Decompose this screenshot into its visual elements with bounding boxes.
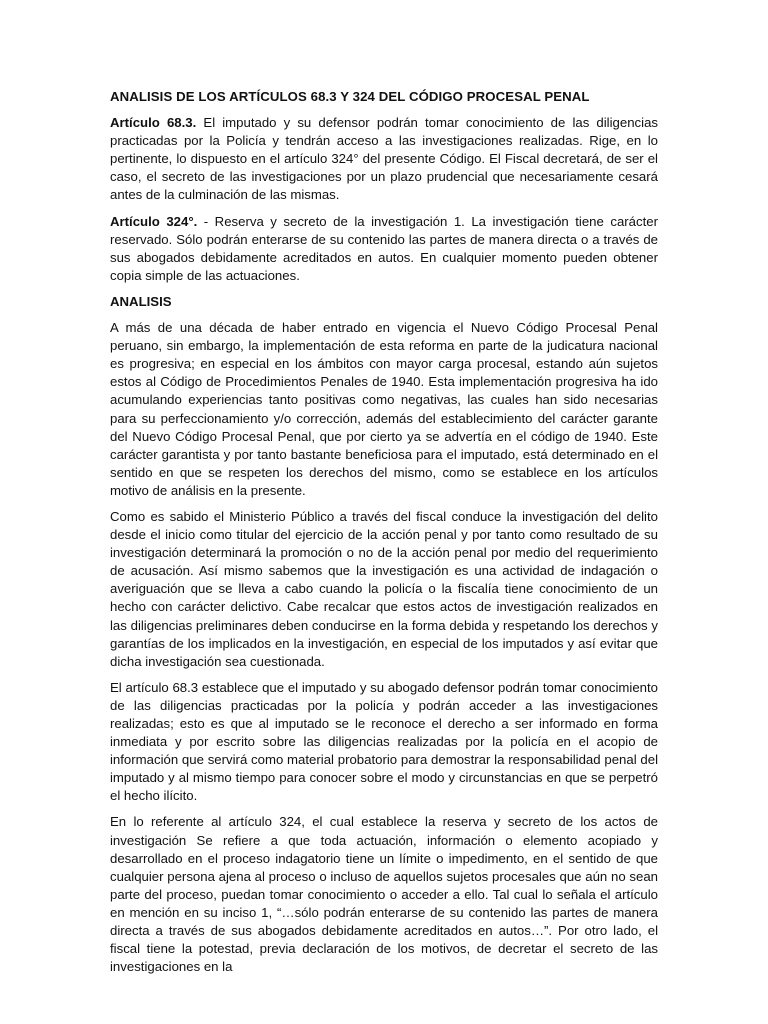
document-title: ANALISIS DE LOS ARTÍCULOS 68.3 Y 324 DEL CÓDIGO PROCESAL PENAL [110, 89, 590, 104]
analysis-paragraph-4: En lo referente al artículo 324, el cual establece la reserva y secreto de los actos de investigación Se refiere a que toda actuación, información o elemento acopiado y desarrollado en el proceso indagatorio tiene un límite o impedimento, en el sentido de que cualquier persona ajena al proceso o incluso de aquellos sujetos procesales que aún no sean parte del proceso, puedan tomar conocimiento o acceder a ello. Tal cual lo señala el artículo en mención en su inciso 1, “…sólo podrán enterarse de su contenido las partes de manera directa a través de sus abogados debidamente acreditados en autos…”. Por otro lado, el fiscal tiene la potestad, previa declaración de los motivos, de decretar el secreto de las investigaciones en la [110, 814, 658, 975]
analysis-paragraph-2: Como es sabido el Ministerio Público a través del fiscal conduce la investigación del delito desde el inicio como titular del ejercicio de la acción penal y por tanto como resultado de su investigación determinará la promoción o no de la acción penal por medio del requerimiento de acusación. Así mismo sabemos que la investigación es una actividad de indagación o averiguación que se lleva a cabo cuando la policía o la fiscalía tiene conocimiento de un hecho con carácter delictivo. Cabe recalcar que estos actos de investigación realizados en las diligencias preliminares deben conducirse en la forma debida y respetando los derechos y garantías de los implicados en la investigación, en especial de los imputados y así evitar que dicha investigación sea cuestionada. [110, 508, 658, 669]
article-68-text: El imputado y su defensor podrán tomar conocimiento de las diligencias practicadas por la Policía y tendrán acceso a las investigaciones realizadas. Rige, en lo pertinente, lo dispuesto en el artículo 324° del presente Código. El Fiscal decretará, de ser el caso, el secreto de las investigaciones por un plazo prudencial que necesariamente cesará antes de la culminación de las mismas. [110, 115, 658, 203]
article-324-text: - Reserva y secreto de la investigación 1. La investigación tiene carácter reservado. Sólo podrán enterarse de su contenido las partes de manera directa o a través de sus abogados debidamente acreditados en autos. En cualquier momento pueden obtener copia simple de las actuaciones. [110, 213, 658, 283]
article-68-paragraph [110, 114, 658, 204]
article-324-paragraph [110, 213, 658, 285]
analysis-heading: ANALISIS [110, 293, 172, 309]
document-body [110, 88, 658, 984]
article-324-lead: Artículo 324°. [110, 213, 198, 229]
analysis-paragraph-1: A más de una década de haber entrado en vigencia el Nuevo Código Procesal Penal peruano, sin embargo, la implementación de esta reforma en parte de la judicatura nacional es progresiva; en especial en los ámbitos con mayor carga procesal, estando aún sujetos estos al Código de Procedimientos Penales de 1940. Esta implementación progresiva ha ido acumulando experiencias tanto positivas como negativas, las cuales han sido necesarias para su perfeccionamiento y/o corrección, además del establecimiento del carácter garante del Nuevo Código Procesal Penal, que por cierto ya se advertía en el código de 1940. Este carácter garantista y por tanto bastante beneficiosa para el imputado, está determinado en el sentido en que se respeten los derechos del mismo, como se establece en los artículos motivo de análisis en la presente. [110, 320, 658, 498]
article-68-lead: Artículo 68.3. [110, 115, 197, 131]
analysis-paragraph-3: El artículo 68.3 establece que el imputado y su abogado defensor podrán tomar conocimiento de las diligencias practicadas por la policía y podrán acceder a las investigaciones realizadas; esto es que al imputado se le reconoce el derecho a ser informado en forma inmediata y por escrito sobre las diligencias realizadas por la policía en el acopio de información que servirá como material probatorio para demostrar la responsabilidad penal del imputado y al mismo tiempo para conocer sobre el modo y circunstancias en que se perpetró el hecho ilícito. [110, 679, 658, 804]
